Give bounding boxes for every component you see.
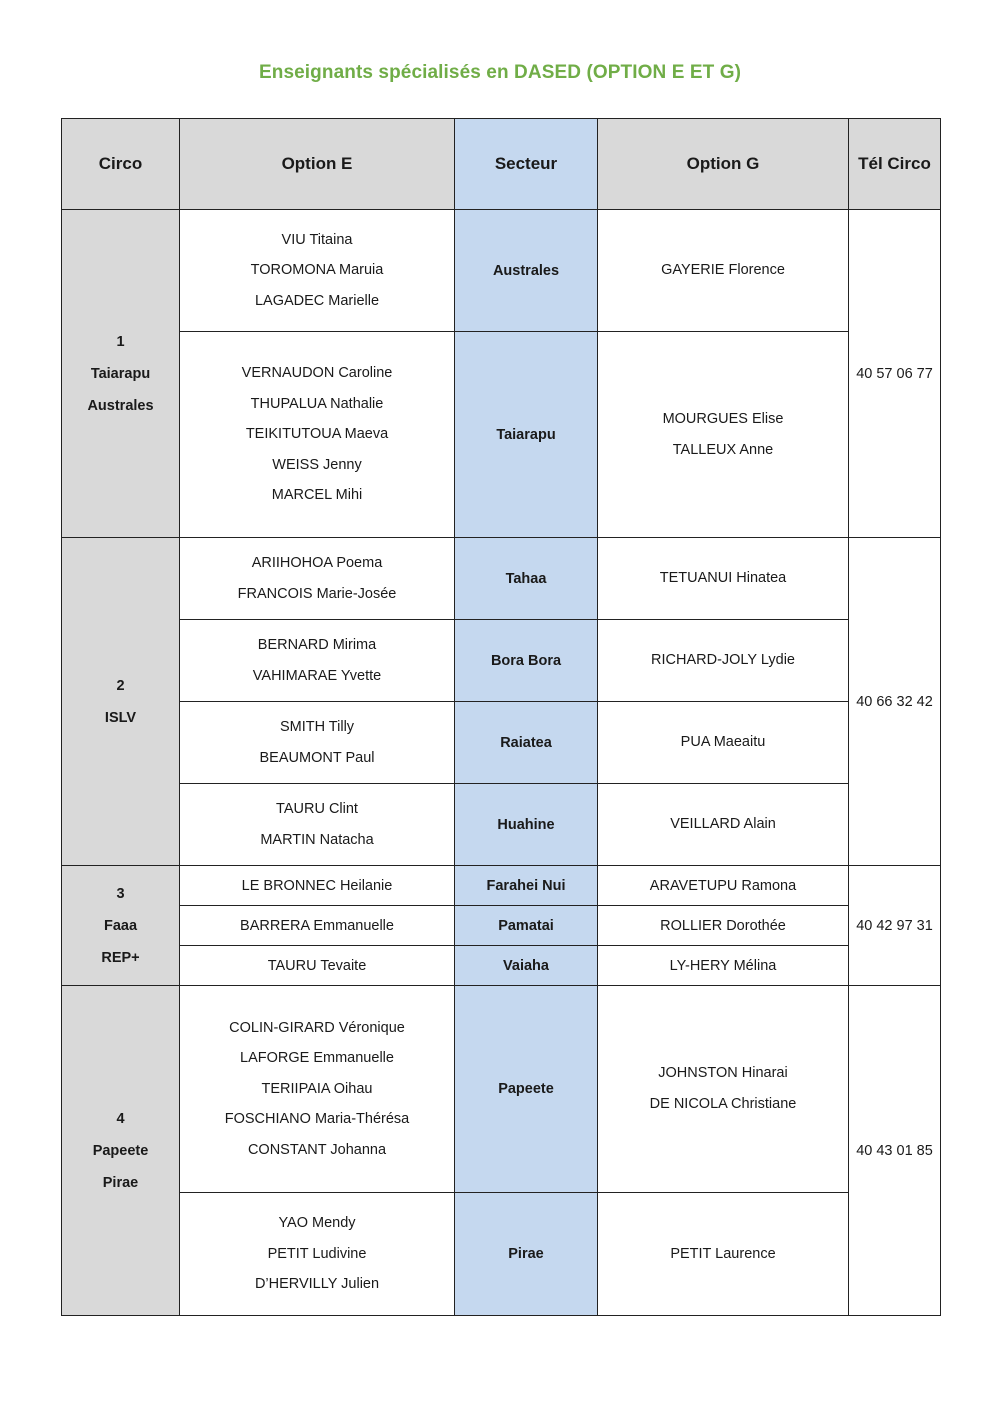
header-option-e: Option E (180, 119, 455, 210)
circo-number: 4 (116, 1110, 125, 1127)
option-e-cell (180, 986, 455, 1193)
teacher-name: SMITH Tilly (279, 718, 355, 735)
option-e-cell (180, 702, 455, 784)
option-g-cell (598, 784, 849, 866)
secteur-cell: Huahine (455, 784, 598, 866)
circo-name-line: ISLV (104, 709, 137, 726)
teacher-name: VAHIMARAE Yvette (252, 667, 382, 684)
table-header-row (62, 119, 941, 210)
header-tel-circo: Tél Circo (849, 119, 941, 210)
circo-cell (62, 538, 180, 866)
option-g-cell (598, 702, 849, 784)
dased-table (61, 118, 941, 1316)
teacher-name: VIU Titaina (281, 231, 353, 248)
teacher-name: PUA Maeaitu (680, 734, 766, 751)
circo-cell (62, 986, 180, 1316)
table-row (62, 906, 941, 946)
teacher-name: RICHARD-JOLY Lydie (651, 652, 795, 669)
teacher-name: TAURU Clint (276, 800, 358, 817)
option-g-cell (598, 332, 849, 538)
teacher-name: MARCEL Mihi (271, 487, 363, 504)
teacher-name: TALLEUX Anne (672, 441, 774, 458)
tel-circo-cell: 40 57 06 77 (849, 210, 941, 538)
secteur-cell: Australes (455, 210, 598, 332)
teacher-name: BEAUMONT Paul (259, 749, 375, 766)
secteur-cell: Pamatai (455, 906, 598, 946)
circo-name-line: Papeete (92, 1142, 149, 1159)
secteur-cell: Bora Bora (455, 620, 598, 702)
option-e-cell (180, 784, 455, 866)
circo-cell (62, 866, 180, 986)
circo-name-line: Faaa (103, 917, 138, 934)
teacher-name: MARTIN Natacha (260, 831, 374, 848)
circo-name-line: REP+ (101, 949, 140, 966)
option-e-cell (180, 620, 455, 702)
circo-number: 3 (116, 885, 125, 902)
table-row (62, 620, 941, 702)
teacher-name: GAYERIE Florence (661, 262, 785, 279)
circo-number: 1 (116, 333, 125, 350)
tel-circo-cell: 40 66 32 42 (849, 538, 941, 866)
teacher-name: TETUANUI Hinatea (659, 570, 787, 587)
option-e-cell (180, 332, 455, 538)
tel-circo-cell: 40 42 97 31 (849, 866, 941, 986)
circo-name-line: Australes (87, 397, 154, 414)
teacher-name: FRANCOIS Marie-Josée (237, 585, 397, 602)
teacher-name: MOURGUES Elise (662, 410, 784, 427)
table-row (62, 986, 941, 1193)
option-g-cell (598, 620, 849, 702)
teacher-name: ARIIHOHOA Poema (251, 554, 383, 571)
table-row (62, 702, 941, 784)
option-g-cell (598, 1193, 849, 1316)
teacher-name: COLIN-GIRARD Véronique (229, 1019, 405, 1036)
table-row (62, 538, 941, 620)
document-title: Enseignants spécialisés en DASED (OPTION E ET G) (258, 62, 742, 83)
teacher-name: VERNAUDON Caroline (241, 365, 393, 382)
table-row (62, 866, 941, 906)
header-secteur: Secteur (455, 119, 598, 210)
table-row (62, 784, 941, 866)
table-row (62, 1193, 941, 1316)
teacher-name: D’HERVILLY Julien (254, 1276, 380, 1293)
teacher-name: THUPALUA Nathalie (250, 395, 384, 412)
teacher-name: YAO Mendy (278, 1215, 356, 1232)
teacher-name: TOROMONA Maruia (250, 262, 384, 279)
circo-number: 2 (116, 677, 125, 694)
secteur-cell: Papeete (455, 986, 598, 1193)
option-g-cell: LY-HERY Mélina (598, 946, 849, 986)
header-option-g: Option G (598, 119, 849, 210)
teacher-name: TEIKITUTOUA Maeva (245, 426, 389, 443)
secteur-cell: Vaiaha (455, 946, 598, 986)
teacher-name: DE NICOLA Christiane (649, 1096, 797, 1112)
secteur-cell: Raiatea (455, 702, 598, 784)
header-circo: Circo (62, 119, 180, 210)
teacher-name: TERIIPAIA Oihau (261, 1080, 373, 1097)
option-e-cell (180, 538, 455, 620)
teacher-name: PETIT Ludivine (267, 1245, 367, 1262)
option-e-cell: TAURU Tevaite (180, 946, 455, 986)
option-g-cell (598, 210, 849, 332)
option-g-cell (598, 538, 849, 620)
option-g-cell: ROLLIER Dorothée (598, 906, 849, 946)
option-e-cell: LE BRONNEC Heilanie (180, 866, 455, 906)
secteur-cell: Tahaa (455, 538, 598, 620)
teacher-name: LAGADEC Marielle (254, 292, 380, 309)
teacher-name: BERNARD Mirima (257, 636, 377, 653)
table-row (62, 210, 941, 332)
teacher-name: JOHNSTON Hinarai (658, 1065, 788, 1082)
option-g-cell: ARAVETUPU Ramona (598, 866, 849, 906)
option-g-cell (598, 986, 849, 1193)
teacher-name: LAFORGE Emmanuelle (240, 1050, 394, 1067)
tel-circo-cell: 40 43 01 85 (849, 986, 941, 1316)
option-e-cell (180, 1193, 455, 1316)
circo-cell (62, 210, 180, 538)
teacher-name: PETIT Laurence (670, 1245, 776, 1262)
table-row (62, 332, 941, 538)
secteur-cell: Farahei Nui (455, 866, 598, 906)
table-row (62, 946, 941, 986)
circo-name-line: Taiarapu (90, 365, 151, 382)
teacher-name: FOSCHIANO Maria-Thérésa (224, 1111, 410, 1128)
teacher-name: CONSTANT Johanna (247, 1141, 387, 1158)
secteur-cell: Taiarapu (455, 332, 598, 538)
secteur-cell: Pirae (455, 1193, 598, 1316)
teacher-name: VEILLARD Alain (670, 816, 776, 833)
option-e-cell: BARRERA Emmanuelle (180, 906, 455, 946)
circo-name-line: Pirae (102, 1174, 139, 1191)
teacher-name: WEISS Jenny (272, 456, 362, 473)
option-e-cell (180, 210, 455, 332)
